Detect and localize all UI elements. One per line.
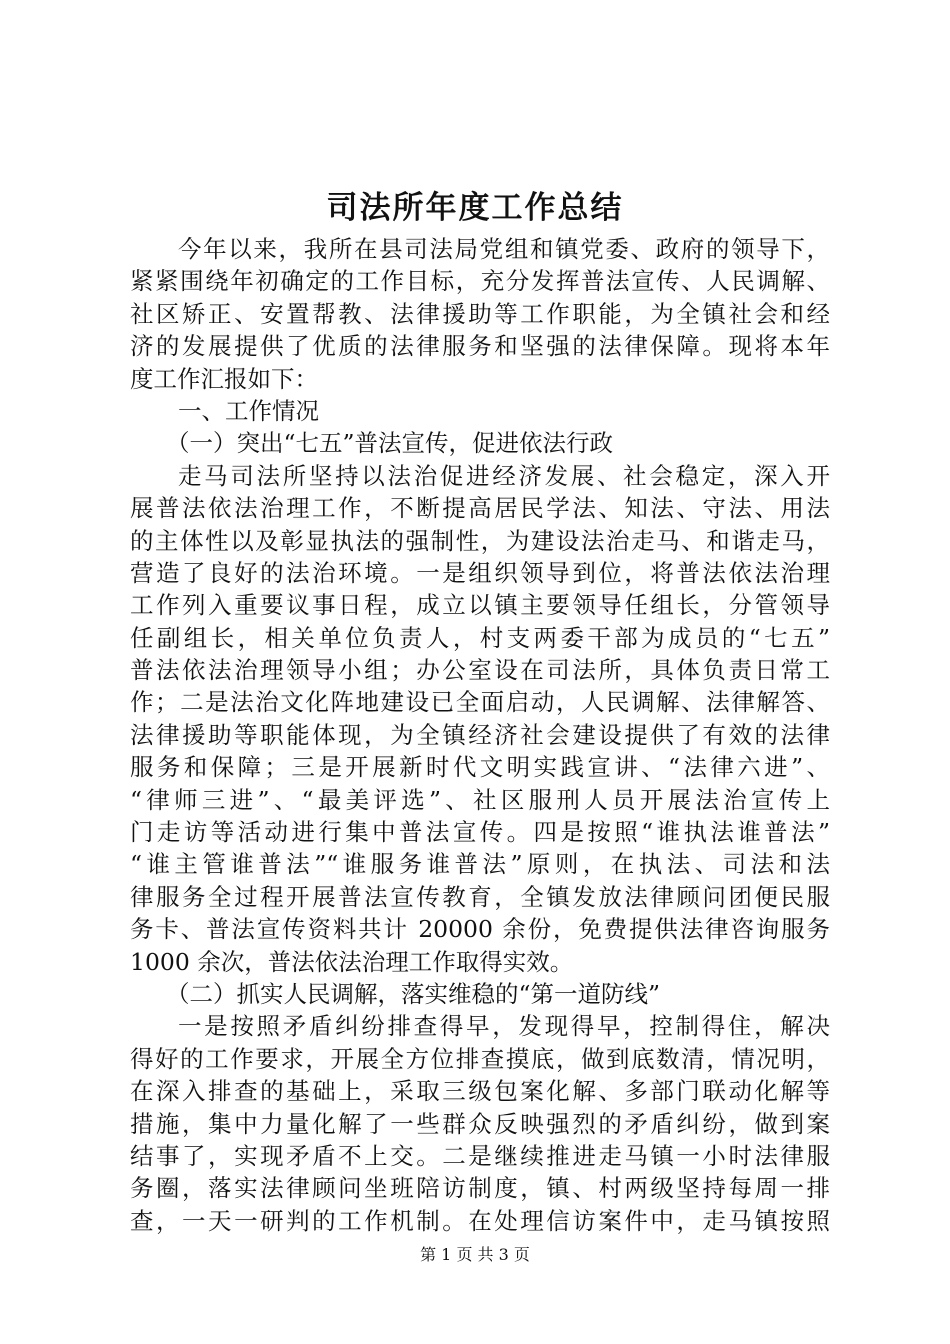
body-line: 门走访等活动进行集中普法宣传。四是按照“谁执法谁普法” [130,818,830,847]
body-line: 社区矫正、安置帮教、法律援助等工作职能，为全镇社会和经 [130,299,830,328]
body-line: 展普法依法治理工作，不断提高居民学法、知法、守法、用法 [130,494,830,523]
body-line: 得好的工作要求，开展全方位排查摸底，做到底数清，情况明， [130,1044,830,1073]
body-line: 度工作汇报如下： [130,364,318,393]
section-heading: 一、工作情况 [178,396,319,425]
body-line: 结事了，实现矛盾不上交。二是继续推进走马镇一小时法律服 [130,1141,830,1170]
body-line: 服务和保障；三是开展新时代文明实践宣讲、“法律六进”、 [130,753,830,782]
body-line: 查，一天一研判的工作机制。在处理信访案件中，走马镇按照 [130,1206,830,1235]
body-line: 一是按照矛盾纠纷排查得早，发现得早，控制得住，解决 [178,1012,830,1041]
body-line: 务卡、普法宣传资料共计 20000 余份，免费提供法律咨询服务 [130,915,830,944]
body-line: 的主体性以及彰显执法的强制性，为建设法治走马、和谐走马， [130,526,830,555]
body-line: 措施，集中力量化解了一些群众反映强烈的矛盾纠纷，做到案 [130,1109,830,1138]
body-line: 走马司法所坚持以法治促进经济发展、社会稳定，深入开 [178,461,830,490]
body-line: 务圈，落实法律顾问坐班陪访制度，镇、村两级坚持每周一排 [130,1174,830,1203]
body-line: 法律援助等职能体现，为全镇经济社会建设提供了有效的法律 [130,720,830,749]
body-line: 任副组长，相关单位负责人，村支两委干部为成员的“七五” [130,623,830,652]
body-line: 工作列入重要议事日程，成立以镇主要领导任组长，分管领导 [130,591,830,620]
page-footer: 第 1 页 共 3 页 [420,1245,530,1264]
body-line: 紧紧围绕年初确定的工作目标，充分发挥普法宣传、人民调解、 [130,267,830,296]
body-line: 今年以来，我所在县司法局党组和镇党委、政府的领导下， [178,235,830,263]
subsection-heading: （一）突出“七五”普法宣传，促进依法行政 [166,429,614,458]
body-line: 1000 余次，普法依法治理工作取得实效。 [130,947,574,976]
body-line: 普法依法治理领导小组；办公室设在司法所，具体负责日常工 [130,656,830,685]
body-line: 济的发展提供了优质的法律服务和坚强的法律保障。现将本年 [130,332,830,361]
body-line: 在深入排查的基础上，采取三级包案化解、多部门联动化解等 [130,1077,830,1106]
document-body [130,233,830,1237]
body-line: “谁主管谁普法”“谁服务谁普法”原则，在执法、司法和法 [130,850,830,879]
body-line: 律服务全过程开展普法宣传教育，全镇发放法律顾问团便民服 [130,882,830,911]
body-line: 营造了良好的法治环境。一是组织领导到位，将普法依法治理 [130,558,830,587]
body-line: “律师三进”、“最美评选”、社区服刑人员开展法治宣传上 [130,785,830,814]
document-title: 司法所年度工作总结 [326,190,624,226]
subsection-heading: （二）抓实人民调解，落实维稳的“第一道防线” [166,979,661,1008]
body-line: 作；二是法治文化阵地建设已全面启动，人民调解、法律解答、 [130,688,830,717]
